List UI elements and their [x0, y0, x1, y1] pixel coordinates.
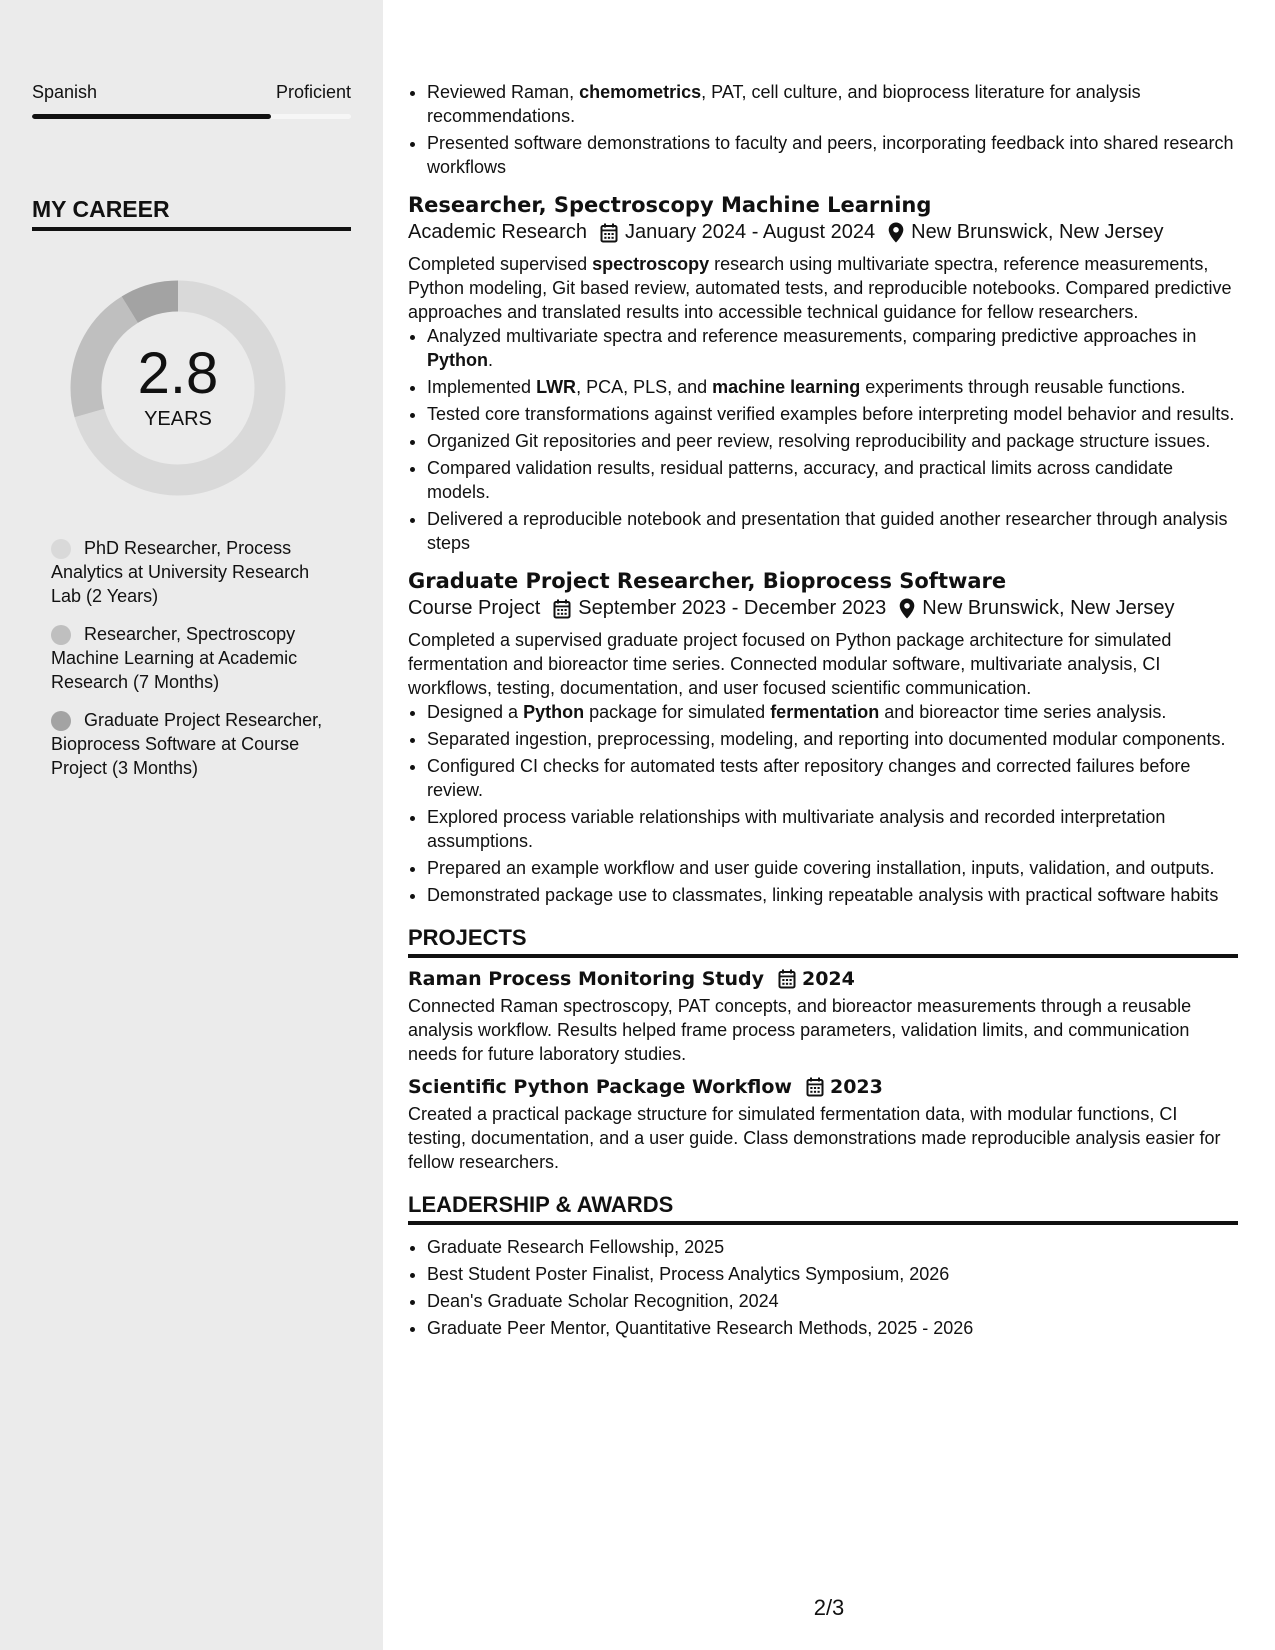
- job-meta: [408, 597, 1238, 620]
- award-item: • Best Student Poster Finalist, Process Analytics Symposium, 2026: [427, 1262, 1238, 1286]
- bullet-item: • Demonstrated package use to classmates, linking repeatable analysis with practical software habits: [427, 883, 1238, 907]
- previous-job-bullets: [408, 80, 1238, 179]
- bullet-item: • Compared validation results, residual patterns, accuracy, and practical limits across candidate models.: [427, 456, 1238, 504]
- main-content: [408, 80, 1238, 1343]
- awards-heading: LEADERSHIP & AWARDS: [408, 1192, 1238, 1225]
- job-organization: Course Project: [408, 597, 541, 619]
- project-description: Connected Raman spectroscopy, PAT concepts, and bioreactor measurements through a reusable analysis workflow. Results helped frame process parameters, validation limits, and communication needs for future laboratory studies.: [408, 996, 1192, 1064]
- bullet-item: • Designed a Python package for simulated fermentation and bioreactor time series analysis.: [427, 700, 1238, 724]
- language-level: Proficient: [275, 82, 351, 102]
- job-dates: January 2024 - August 2024: [624, 221, 876, 243]
- award-item: • Graduate Peer Mentor, Quantitative Research Methods, 2025 - 2026: [427, 1316, 1238, 1340]
- project-title: [408, 968, 1238, 990]
- job-description: Completed supervised spectroscopy research using multivariate spectra, reference measurements, Python modeling, Git based review, automated tests, and reproducible notebooks. Compared predictive approaches and translated results into accessible technical guidance for fellow researchers.: [408, 254, 1232, 322]
- legend-dot: [51, 539, 71, 559]
- project-name: Scientific Python Package Workflow: [408, 1076, 792, 1098]
- map-pin-icon: [899, 598, 915, 619]
- language-proficiency-bar: [32, 114, 351, 119]
- bullet-item: • Reviewed Raman, chemometrics, PAT, cell culture, and bioprocess literature for analysis recommendations.: [427, 80, 1238, 128]
- job-meta: [408, 221, 1238, 244]
- project-title: [408, 1076, 1238, 1098]
- map-pin-icon: [888, 222, 904, 243]
- language-name: Spanish: [32, 82, 98, 102]
- language-proficiency-fill: [32, 114, 271, 119]
- legend-dot: [51, 625, 71, 645]
- career-legend-item: [51, 536, 341, 608]
- career-heading: MY CAREER: [32, 196, 351, 231]
- bullet-item: • Organized Git repositories and peer review, resolving reproducibility and package structure issues.: [427, 429, 1238, 453]
- job-description: Completed a supervised graduate project focused on Python package architecture for simulated fermentation and bioreactor time series. Connected modular software, multivariate analysis, CI workflows, testing, documentation, and user focused scientific communication.: [408, 630, 1172, 698]
- language-row: [32, 82, 351, 103]
- job-location: New Brunswick, New Jersey: [911, 221, 1164, 243]
- project-year: 2024: [801, 968, 855, 990]
- calendar-icon: [553, 599, 571, 619]
- job-location: New Brunswick, New Jersey: [922, 597, 1175, 619]
- award-item: • Dean's Graduate Scholar Recognition, 2024: [427, 1289, 1238, 1313]
- job-organization: Academic Research: [408, 221, 587, 243]
- bullet-item: • Tested core transformations against verified examples before interpreting model behavior and results.: [427, 402, 1238, 426]
- calendar-icon: [600, 223, 618, 243]
- bullet-item: • Configured CI checks for automated tests after repository changes and corrected failures before review.: [427, 754, 1238, 802]
- bullet-item: • Implemented LWR, PCA, PLS, and machine learning experiments through reusable functions.: [427, 375, 1238, 399]
- career-total-unit: YEARS: [144, 408, 212, 430]
- legend-dot: [51, 711, 71, 731]
- job-title: Researcher, Spectroscopy Machine Learning: [408, 193, 932, 217]
- project-name: Raman Process Monitoring Study: [408, 968, 764, 990]
- career-donut-chart: [62, 272, 294, 504]
- bullet-item: • Explored process variable relationships with multivariate analysis and recorded interpretation assumptions.: [427, 805, 1238, 853]
- projects-list: [408, 968, 1238, 1174]
- award-item: • Graduate Research Fellowship, 2025: [427, 1235, 1238, 1259]
- career-legend-label: Researcher, Spectroscopy Machine Learning at Academic Research (7 Months): [51, 624, 298, 692]
- experience-list: [408, 193, 1238, 907]
- career-legend-label: PhD Researcher, Process Analytics at University Research Lab (2 Years): [51, 538, 310, 606]
- bullet-item: • Analyzed multivariate spectra and reference measurements, comparing predictive approaches in Python.: [427, 324, 1238, 372]
- bullet-item: • Separated ingestion, preprocessing, modeling, and reporting into documented modular components.: [427, 727, 1238, 751]
- bullet-item: • Delivered a reproducible notebook and presentation that guided another researcher through analysis steps: [427, 507, 1238, 555]
- bullet-item: • Prepared an example workflow and user guide covering installation, inputs, validation, and outputs.: [427, 856, 1238, 880]
- bullet-item: • Presented software demonstrations to faculty and peers, incorporating feedback into shared research workflows: [427, 131, 1238, 179]
- page-number: 2/3: [813, 1595, 845, 1620]
- career-legend: [51, 536, 341, 794]
- projects-heading: PROJECTS: [408, 925, 1238, 958]
- career-legend-item: [51, 622, 341, 694]
- project-description: Created a practical package structure for simulated fermentation data, with modular functions, CI testing, documentation, and a user guide. Class demonstrations made reproducible analysis easier for fellow researchers.: [408, 1104, 1221, 1172]
- awards-list: [408, 1235, 1238, 1340]
- project-year: 2023: [829, 1076, 883, 1098]
- career-legend-item: [51, 708, 341, 780]
- job-title: Graduate Project Researcher, Bioprocess Software: [408, 569, 1007, 593]
- calendar-icon: [806, 1077, 824, 1097]
- sidebar: [0, 0, 383, 1650]
- job-bullets: [408, 324, 1238, 555]
- career-legend-label: Graduate Project Researcher, Bioprocess Software at Course Project (3 Months): [51, 710, 323, 778]
- calendar-icon: [778, 969, 796, 989]
- job-bullets: [408, 700, 1238, 907]
- job-dates: September 2023 - December 2023: [578, 597, 887, 619]
- career-total-value: 2.8: [137, 341, 219, 406]
